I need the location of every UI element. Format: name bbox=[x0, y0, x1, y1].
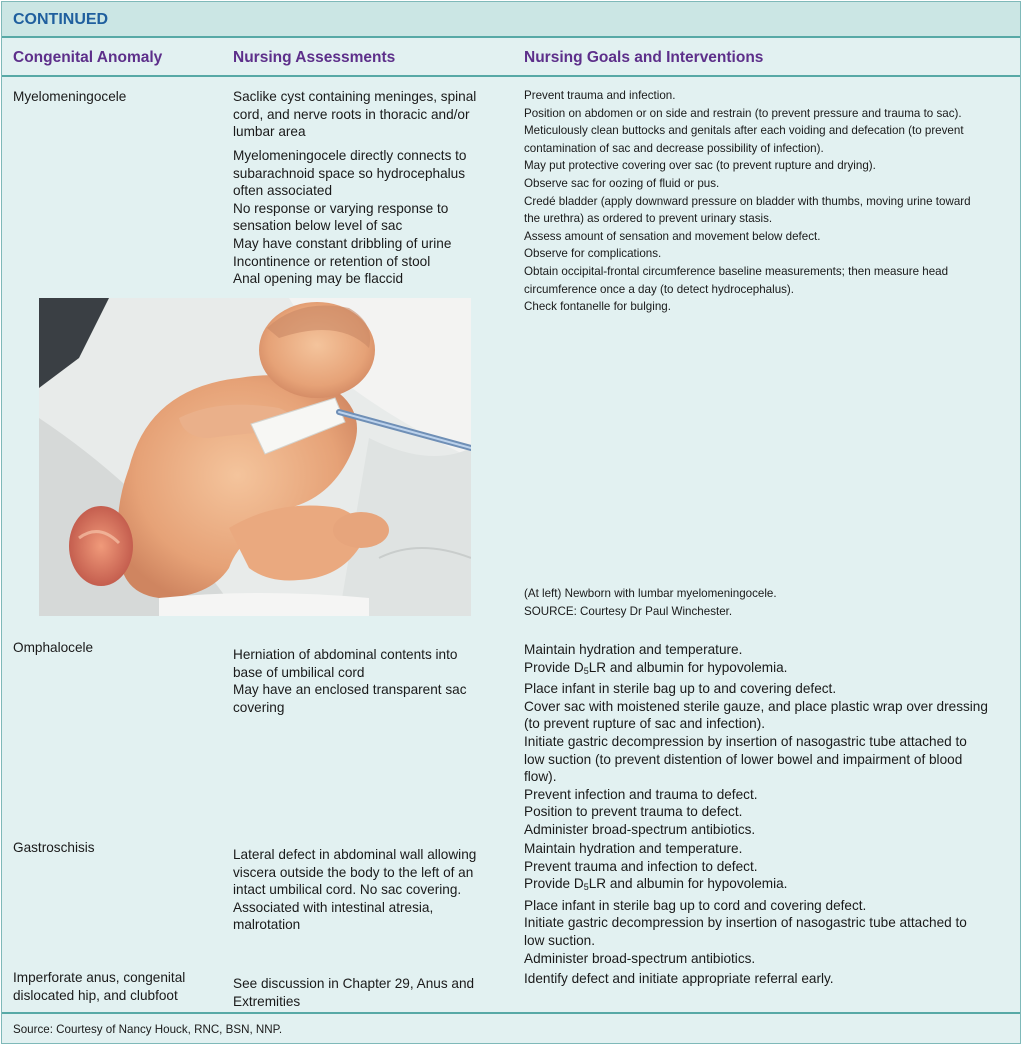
text-line: lumbar area bbox=[233, 124, 306, 140]
text-line: viscera outside the body to the left of an bbox=[233, 864, 474, 880]
assessments-imperforate bbox=[233, 975, 474, 1010]
text-line: Lateral defect in abdominal wall allowing bbox=[233, 847, 477, 862]
photo-caption bbox=[524, 585, 777, 620]
col-header-interventions: Nursing Goals and Interventions bbox=[524, 49, 764, 66]
text-line: Prevent infection and trauma to defect. bbox=[524, 786, 758, 802]
text-line: covering bbox=[233, 699, 285, 715]
anomaly-imperforate bbox=[13, 969, 185, 1004]
text-line: low suction. bbox=[524, 932, 596, 948]
text-line: Associated with intestinal atresia, bbox=[233, 899, 434, 915]
text-line: May have constant dribbling of urine bbox=[233, 235, 452, 251]
text-line: Identify defect and initiate appropriate referral early. bbox=[524, 971, 834, 986]
interventions-myelo bbox=[524, 87, 971, 316]
text-line: intact umbilical cord. No sac covering. bbox=[233, 882, 462, 898]
text-line: Saclike cyst containing meninges, spinal bbox=[233, 89, 477, 104]
text-line: Position on abdomen or on side and restrain (to prevent pressure and trauma to sac). bbox=[524, 106, 962, 120]
newborn-illustration bbox=[39, 298, 471, 616]
text-line: Assess amount of sensation and movement below defect. bbox=[524, 229, 821, 243]
text-line: See discussion in Chapter 29, Anus and bbox=[233, 976, 475, 991]
interventions-gastroschisis bbox=[524, 840, 967, 967]
text-line: Administer broad-spectrum antibiotics. bbox=[524, 950, 756, 966]
text-line: often associated bbox=[233, 183, 332, 199]
col-header-anomaly: Congenital Anomaly bbox=[13, 49, 163, 66]
text-line: Place infant in sterile bag up to and covering defect. bbox=[524, 681, 837, 697]
text-line: Maintain hydration and temperature. bbox=[524, 841, 743, 856]
footer-divider bbox=[2, 1012, 1020, 1014]
text-line: Meticulously clean buttocks and genitals after each voiding and defecation (to prevent bbox=[524, 124, 964, 138]
text-line: Initiate gastric decompression by insertion of nasogastric tube attached to bbox=[524, 733, 967, 749]
text-line: Credé bladder (apply downward pressure on bladder with thumbs, moving urine toward bbox=[524, 194, 971, 208]
newborn-photo bbox=[39, 298, 471, 616]
text-line: (to prevent rupture of sac and infection). bbox=[524, 716, 766, 732]
text-line: low suction (to prevent distention of lower bowel and impairment of blood bbox=[524, 751, 963, 767]
text-line: Cover sac with moistened sterile gauze, and place plastic wrap over dressing bbox=[524, 698, 988, 714]
anomaly-myelomeningocele bbox=[13, 88, 126, 106]
text-line: Prevent trauma and infection to defect. bbox=[524, 858, 758, 874]
text-line: May have an enclosed transparent sac bbox=[233, 682, 467, 698]
text-line: Administer broad-spectrum antibiotics. bbox=[524, 821, 756, 837]
table-frame bbox=[1, 1, 1021, 1044]
text-line: Obtain occipital-frontal circumference baseline measurements; then measure head bbox=[524, 264, 949, 278]
text-line: Incontinence or retention of stool bbox=[233, 253, 431, 269]
text-line: Imperforate anus, congenital bbox=[13, 970, 186, 985]
text-line: Maintain hydration and temperature. bbox=[524, 642, 743, 657]
column-header-row bbox=[2, 39, 1020, 77]
text-line: Check fontanelle for bulging. bbox=[524, 300, 671, 314]
assessments-myelo-a bbox=[233, 88, 476, 141]
text-line: contamination of sac and decrease possibility of infection). bbox=[524, 141, 824, 155]
interventions-imperforate bbox=[524, 970, 834, 988]
text-line: dislocated hip, and clubfoot bbox=[13, 987, 178, 1003]
text-line: Extremities bbox=[233, 993, 301, 1009]
text-line: Place infant in sterile bag up to cord and covering defect. bbox=[524, 897, 867, 913]
text-line: base of umbilical cord bbox=[233, 664, 365, 680]
text-line: Provide $D_5LR$ and albumin for hypovolemia. bbox=[524, 659, 788, 676]
text-line: Myelomeningocele bbox=[13, 89, 127, 104]
text-line: sensation below level of sac bbox=[233, 218, 403, 234]
text-line: Provide $D_5LR$ and albumin for hypovolemia. bbox=[524, 876, 788, 893]
source-footnote: Source: Courtesy of Nancy Houck, RNC, BSN, NNP. bbox=[13, 1023, 283, 1036]
text-line: malrotation bbox=[233, 917, 301, 933]
text-line: circumference once a day (to detect hydrocephalus). bbox=[524, 282, 795, 296]
text-line: May put protective covering over sac (to prevent rupture and drying). bbox=[524, 159, 876, 173]
text-line: Myelomeningocele directly connects to bbox=[233, 148, 467, 163]
text-line: flow). bbox=[524, 769, 557, 785]
interventions-omphalocele bbox=[524, 641, 988, 839]
text-line: Observe for complications. bbox=[524, 247, 662, 261]
col-header-assessments: Nursing Assessments bbox=[233, 49, 396, 66]
assessments-myelo-b bbox=[233, 147, 466, 288]
text-line: No response or varying response to bbox=[233, 200, 449, 216]
text-line: Position to prevent trauma to defect. bbox=[524, 804, 743, 820]
banner-label: CONTINUED bbox=[13, 11, 109, 28]
assessments-omphalocele bbox=[233, 646, 467, 716]
assessments-gastroschisis bbox=[233, 846, 476, 934]
text-line: Prevent trauma and infection. bbox=[524, 89, 676, 102]
continued-banner bbox=[2, 2, 1020, 38]
text-line: Anal opening may be flaccid bbox=[233, 271, 404, 287]
text-line: SOURCE: Courtesy Dr Paul Winchester. bbox=[524, 604, 733, 618]
text-line: Gastroschisis bbox=[13, 840, 95, 855]
text-line: subarachnoid space so hydrocephalus bbox=[233, 165, 466, 181]
text-line: Herniation of abdominal contents into bbox=[233, 647, 458, 662]
text-line: cord, and nerve roots in thoracic and/or bbox=[233, 106, 470, 122]
text-line: Observe sac for oozing of fluid or pus. bbox=[524, 176, 720, 190]
text-line: Omphalocele bbox=[13, 640, 94, 655]
text-line: Initiate gastric decompression by insertion of nasogastric tube attached to bbox=[524, 915, 967, 931]
anomaly-omphalocele bbox=[13, 639, 93, 657]
text-line: the urethra) as ordered to prevent urinary stasis. bbox=[524, 212, 773, 226]
text-line: (At left) Newborn with lumbar myelomeningocele. bbox=[524, 587, 777, 600]
anomaly-gastroschisis bbox=[13, 839, 95, 857]
